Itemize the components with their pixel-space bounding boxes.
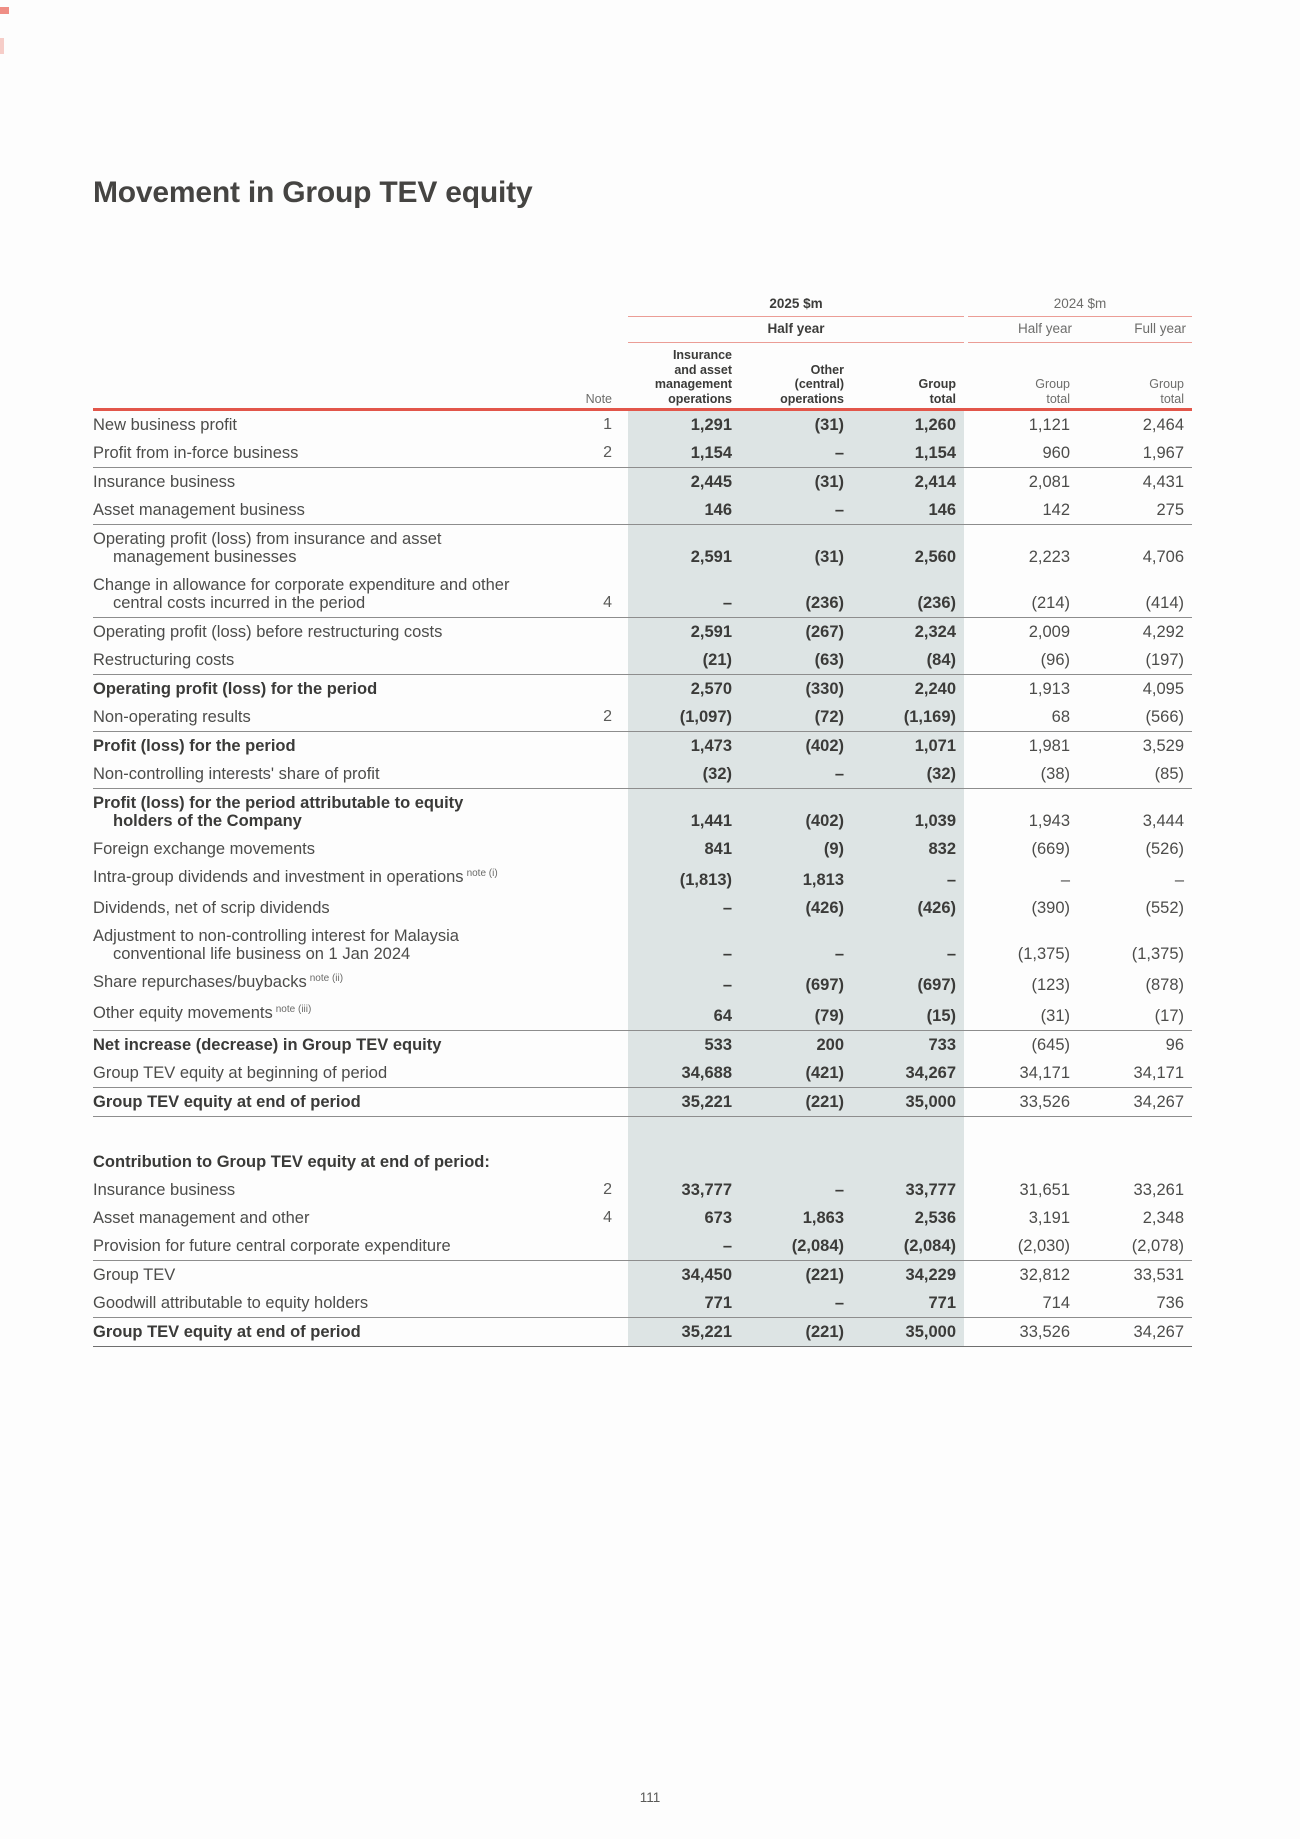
value-2024-full-year: (1,375) [1131,945,1184,963]
value-2024-full-year: 3,529 [1142,737,1184,755]
table-row [93,863,1192,894]
column-header-note: Note [585,391,612,406]
row-label-line2: conventional life business on 1 Jan 2024 [113,945,411,963]
value-2024-full-year [1078,1141,1192,1176]
value-2024-half-year: – [1060,871,1070,889]
value-2024-full-year: 275 [1078,496,1192,525]
table-row [93,999,1192,1031]
value-2025-group-total [852,1141,964,1176]
value-2025-insurance [628,1141,740,1176]
note-superscript: note (iii) [275,1004,312,1015]
value-2025-group-total: 35,000 [852,1088,964,1117]
value-2025-group-total [852,1117,964,1142]
header-rule-thin [628,342,964,343]
table-row [93,894,1192,922]
row-note [521,646,628,675]
value-2025-other: – [740,439,852,468]
value-2024-half-year: (1,375) [1017,945,1070,963]
value-2024-half-year: (123) [1031,976,1070,994]
value-2024-half-year: (96) [964,646,1078,675]
value-2024-half-year: 1,121 [1028,416,1070,434]
value-2025-group-total: 34,267 [852,1059,964,1088]
row-note [521,1289,628,1318]
value-2024-full-year: 34,267 [1078,1088,1192,1117]
value-2025-group-total: 1,260 [852,411,964,439]
value-2025-other: (31) [740,525,852,572]
row-label: Net increase (decrease) in Group TEV equity [93,1036,442,1054]
value-2025-group-total: (84) [852,646,964,675]
table-row [93,968,1192,999]
row-note [521,1088,628,1117]
row-label-line2: central costs incurred in the period [113,594,366,612]
value-2025-group-total: 34,229 [852,1261,964,1290]
value-2024-full-year: 33,261 [1133,1181,1184,1199]
table-row [93,1204,1192,1232]
value-2025-insurance: (21) [628,646,740,675]
row-label: Foreign exchange movements [93,840,315,858]
value-2024-half-year: 142 [964,496,1078,525]
column-header-group-total-2024-half: Group total [1035,377,1070,406]
row-note [521,468,628,497]
value-2025-group-total: (697) [852,968,964,999]
column-header-insurance-asset-mgmt-operations: Insurance and asset management operations [654,348,732,406]
value-2024-full-year: (85) [1078,760,1192,789]
table-row [93,1031,1192,1060]
column-headers [93,345,1192,406]
value-2025-other: – [740,1289,852,1318]
row-note [521,732,628,761]
value-2025-insurance: 34,450 [628,1261,740,1290]
value-2025-other: (697) [740,968,852,999]
header-rule-thin [968,342,1192,343]
table-row [93,618,1192,647]
table-row [93,1261,1192,1290]
value-2025-other: (402) [740,789,852,836]
value-2025-group-total: 733 [852,1031,964,1060]
table-row [93,468,1192,497]
value-2025-group-total: (236) [852,571,964,618]
value-2025-insurance: 34,688 [628,1059,740,1088]
value-2024-half-year: 33,526 [964,1318,1078,1347]
value-2024-full-year: 2,348 [1142,1209,1184,1227]
column-header-other-central-operations: Other (central) operations [780,362,844,406]
row-note [521,1232,628,1261]
half-year-2025-label: Half year [767,321,825,336]
value-2025-other: (221) [740,1318,852,1347]
row-label-line2: management businesses [113,548,297,566]
value-2025-insurance: – [628,894,740,922]
row-note [521,525,628,572]
value-2024-half-year: 1,943 [1028,812,1070,830]
value-2025-other: – [740,760,852,789]
value-2025-insurance: 2,570 [628,675,740,704]
table-row [93,789,1192,836]
row-label: Goodwill attributable to equity holders [93,1289,521,1318]
row-label: Intra-group dividends and investment in operations $^{note (i)}$ [93,868,498,886]
row-note [521,1318,628,1347]
value-2024-full-year [1078,1117,1192,1142]
value-2025-other: (402) [740,732,852,761]
value-2024-full-year: 3,444 [1142,812,1184,830]
value-2024-full-year: 33,531 [1133,1266,1184,1284]
value-2025-group-total: 2,414 [852,468,964,497]
table-row [93,835,1192,863]
header-rule-thin [628,316,964,317]
row-label: Non-controlling interests' share of profit [93,760,521,789]
value-2025-other: (31) [740,411,852,439]
value-2024-full-year: (197) [1078,646,1192,675]
row-label: Group TEV equity at beginning of period [93,1059,521,1088]
value-2024-half-year: 3,191 [1028,1209,1070,1227]
value-2024-half-year: (645) [1031,1036,1070,1054]
row-label: Operating profit (loss) from insurance and asset management businesses [93,525,521,572]
value-2025-group-total: – [852,922,964,968]
value-2024-half-year: 960 [964,439,1078,468]
table-row [93,1088,1192,1117]
row-note [521,760,628,789]
value-2025-insurance: 33,777 [628,1176,740,1204]
row-label: Group TEV equity at end of period [93,1088,521,1117]
value-2025-insurance: 35,221 [628,1318,740,1347]
value-2025-group-total: – [852,863,964,894]
value-2025-group-total: 771 [852,1289,964,1318]
row-note: 2 [603,1181,612,1198]
value-2025-other: (221) [740,1088,852,1117]
value-2024-half-year: (390) [1031,899,1070,917]
table-row [93,1176,1192,1204]
page-title: Movement in Group TEV equity [93,176,533,209]
value-2025-insurance: 1,441 [628,789,740,836]
table-row [93,703,1192,732]
value-2025-group-total: (1,169) [852,703,964,732]
half-year-2024-label: Half year [1017,321,1072,336]
section-title: Contribution to Group TEV equity at end of period: [93,1153,490,1171]
row-note [521,968,628,999]
value-2025-insurance: (1,097) [628,703,740,732]
value-2025-group-total: (15) [852,999,964,1031]
value-2025-other [740,1117,852,1142]
value-2024-full-year: 4,095 [1142,680,1184,698]
table-row [93,732,1192,761]
table-header [93,288,1192,411]
value-2024-full-year: 34,267 [1078,1318,1192,1347]
value-2025-insurance: 673 [628,1204,740,1232]
value-2025-other [740,1141,852,1176]
value-2024-full-year: 4,431 [1142,473,1184,491]
value-2025-other: (221) [740,1261,852,1290]
value-2025-insurance: 64 [628,999,740,1031]
value-2025-other: – [740,922,852,968]
value-2024-half-year: 2,223 [1028,548,1070,566]
column-header-group-total-2024-full: Group total [1149,377,1184,406]
row-note [521,863,628,894]
value-2024-full-year: (526) [1145,840,1184,858]
full-year-2024-label: Full year [1134,321,1186,336]
row-note [521,1261,628,1290]
table-row [93,1059,1192,1088]
row-label: Group TEV [93,1266,176,1284]
table-row [93,1232,1192,1261]
row-label: Profit from in-force business [93,439,521,468]
note-superscript: note (ii) [309,973,344,984]
value-2025-insurance: 1,291 [628,411,740,439]
row-note [521,675,628,704]
value-2025-group-total: 1,154 [852,439,964,468]
table-row [93,646,1192,675]
value-2024-half-year: 31,651 [1019,1181,1070,1199]
table-row [93,1318,1192,1347]
value-2024-half-year: (31) [964,999,1078,1031]
value-2024-full-year: (17) [1078,999,1192,1031]
tev-table [93,411,1192,1347]
value-2024-full-year: (566) [1078,703,1192,732]
value-2024-full-year: (878) [1145,976,1184,994]
row-label: Group TEV equity at end of period [93,1318,521,1347]
row-label [93,1117,521,1142]
value-2025-group-total: (2,084) [852,1232,964,1261]
row-label: Profit (loss) for the period attributable to equity holders of the Company [93,789,521,836]
row-label: Dividends, net of scrip dividends [93,899,330,917]
value-2024-half-year: 68 [964,703,1078,732]
value-2025-other: (330) [740,675,852,704]
value-2025-other: (421) [740,1059,852,1088]
table-row [93,411,1192,439]
value-2025-insurance: 146 [628,496,740,525]
row-label: New business profit [93,416,237,434]
value-2024-full-year: (552) [1145,899,1184,917]
value-2025-other: (72) [740,703,852,732]
value-2025-insurance: (1,813) [628,863,740,894]
value-2025-other: – [740,496,852,525]
row-label: Change in allowance for corporate expenditure and other central costs incurred in the period [93,571,521,618]
row-note [521,1117,628,1142]
value-2024-half-year: 33,526 [964,1088,1078,1117]
year-group-2025-label: 2025 $m [769,296,823,311]
row-note [521,1059,628,1088]
table-row [93,525,1192,572]
table-row [93,496,1192,525]
spacer-row [93,1117,1192,1142]
table-row [93,1289,1192,1318]
value-2024-half-year: 32,812 [1019,1266,1070,1284]
value-2024-half-year: 1,981 [1028,737,1070,755]
row-label: Insurance business [93,1181,236,1199]
header-rule-thin [968,316,1192,317]
value-2025-insurance: 533 [628,1031,740,1060]
row-note: 4 [521,571,628,618]
row-label: Profit (loss) for the period [93,737,296,755]
value-2025-other: 200 [740,1031,852,1060]
value-2025-other: (426) [740,894,852,922]
row-label: Insurance business [93,473,236,491]
value-2025-insurance: – [628,571,740,618]
value-2025-group-total: 2,240 [852,675,964,704]
value-2025-group-total: 33,777 [852,1176,964,1204]
row-note [521,496,628,525]
row-note: 4 [603,1209,612,1226]
value-2024-half-year: 1,913 [1028,680,1070,698]
page-edge-mark [0,38,4,54]
row-note [521,835,628,863]
row-note: 2 [521,703,628,732]
value-2025-insurance: 841 [628,835,740,863]
row-label: Asset management business [93,496,521,525]
row-note: 1 [603,416,612,433]
row-note [521,618,628,647]
row-label: Operating profit (loss) before restructuring costs [93,623,443,641]
value-2025-other: (236) [740,571,852,618]
row-note [521,1031,628,1060]
row-label: Non-operating results [93,703,521,732]
value-2025-other: (79) [740,999,852,1031]
value-2024-full-year: 736 [1078,1289,1192,1318]
value-2025-group-total: 35,000 [852,1318,964,1347]
value-2025-other: (267) [740,618,852,647]
row-label: Asset management and other [93,1209,310,1227]
row-note [521,999,628,1031]
value-2025-other: (2,084) [740,1232,852,1261]
value-2025-group-total: 2,560 [852,525,964,572]
column-header-group-total-2025: Group total [918,377,956,406]
value-2025-insurance: 35,221 [628,1088,740,1117]
row-label: Provision for future central corporate expenditure [93,1232,521,1261]
value-2024-half-year: 34,171 [964,1059,1078,1088]
value-2024-full-year: 34,171 [1078,1059,1192,1088]
value-2025-group-total: (426) [852,894,964,922]
section-header-row [93,1141,1192,1176]
value-2024-half-year: (669) [1031,840,1070,858]
row-label-line2: holders of the Company [113,812,302,830]
value-2025-insurance: 2,591 [628,618,740,647]
value-2025-group-total: 832 [852,835,964,863]
value-2025-insurance: 2,445 [628,468,740,497]
row-note [521,922,628,968]
value-2025-other: – [740,1176,852,1204]
value-2024-full-year: (2,078) [1078,1232,1192,1261]
value-2025-other: (31) [740,468,852,497]
value-2025-insurance: 2,591 [628,525,740,572]
value-2024-full-year: – [1174,871,1184,889]
row-note: 2 [521,439,628,468]
value-2025-group-total: 1,039 [852,789,964,836]
value-2025-other: (9) [740,835,852,863]
value-2025-insurance: – [628,968,740,999]
row-label: Adjustment to non-controlling interest for Malaysia conventional life business on 1 Jan 2024 [93,922,521,968]
value-2025-other: 1,863 [740,1204,852,1232]
value-2024-full-year: 4,706 [1142,548,1184,566]
value-2024-half-year: 2,081 [1028,473,1070,491]
value-2025-insurance: – [628,1232,740,1261]
value-2025-insurance: 1,154 [628,439,740,468]
value-2024-half-year: (214) [964,571,1078,618]
value-2025-insurance: – [628,922,740,968]
value-2025-insurance: (32) [628,760,740,789]
value-2024-full-year: 1,967 [1078,439,1192,468]
tev-table-body [93,411,1192,1347]
table-row [93,571,1192,618]
value-2025-group-total: 2,536 [852,1204,964,1232]
page-edge-mark [0,7,9,14]
row-label: Other equity movements $^{note (iii)}$ [93,999,521,1031]
value-2025-group-total: 146 [852,496,964,525]
table-row [93,922,1192,968]
value-2024-half-year: 2,009 [1028,623,1070,641]
row-label: Operating profit (loss) for the period [93,680,378,698]
value-2025-other: (63) [740,646,852,675]
value-2025-group-total: 2,324 [852,618,964,647]
row-note [521,894,628,922]
value-2024-full-year: 96 [1165,1036,1184,1054]
value-2024-half-year: (2,030) [964,1232,1078,1261]
value-2024-half-year [964,1141,1078,1176]
value-2024-half-year: (38) [964,760,1078,789]
page-number: 111 [639,1790,661,1805]
note-superscript: note (i) [466,868,498,879]
value-2024-full-year: 2,464 [1142,416,1184,434]
value-2025-insurance [628,1117,740,1142]
row-label: Share repurchases/buybacks $^{note (ii)}$ [93,973,344,991]
value-2025-group-total: 1,071 [852,732,964,761]
year-group-2024-label: 2024 $m [1053,296,1107,311]
value-2025-insurance: 771 [628,1289,740,1318]
value-2024-half-year: 714 [964,1289,1078,1318]
table-row [93,439,1192,468]
value-2025-group-total: (32) [852,760,964,789]
value-2024-full-year: (414) [1078,571,1192,618]
value-2025-other: 1,813 [740,863,852,894]
table-row [93,675,1192,704]
row-label: Restructuring costs [93,646,521,675]
table-row [93,760,1192,789]
value-2025-insurance: 1,473 [628,732,740,761]
row-note [521,789,628,836]
value-2024-half-year [964,1117,1078,1142]
value-2024-full-year: 4,292 [1142,623,1184,641]
